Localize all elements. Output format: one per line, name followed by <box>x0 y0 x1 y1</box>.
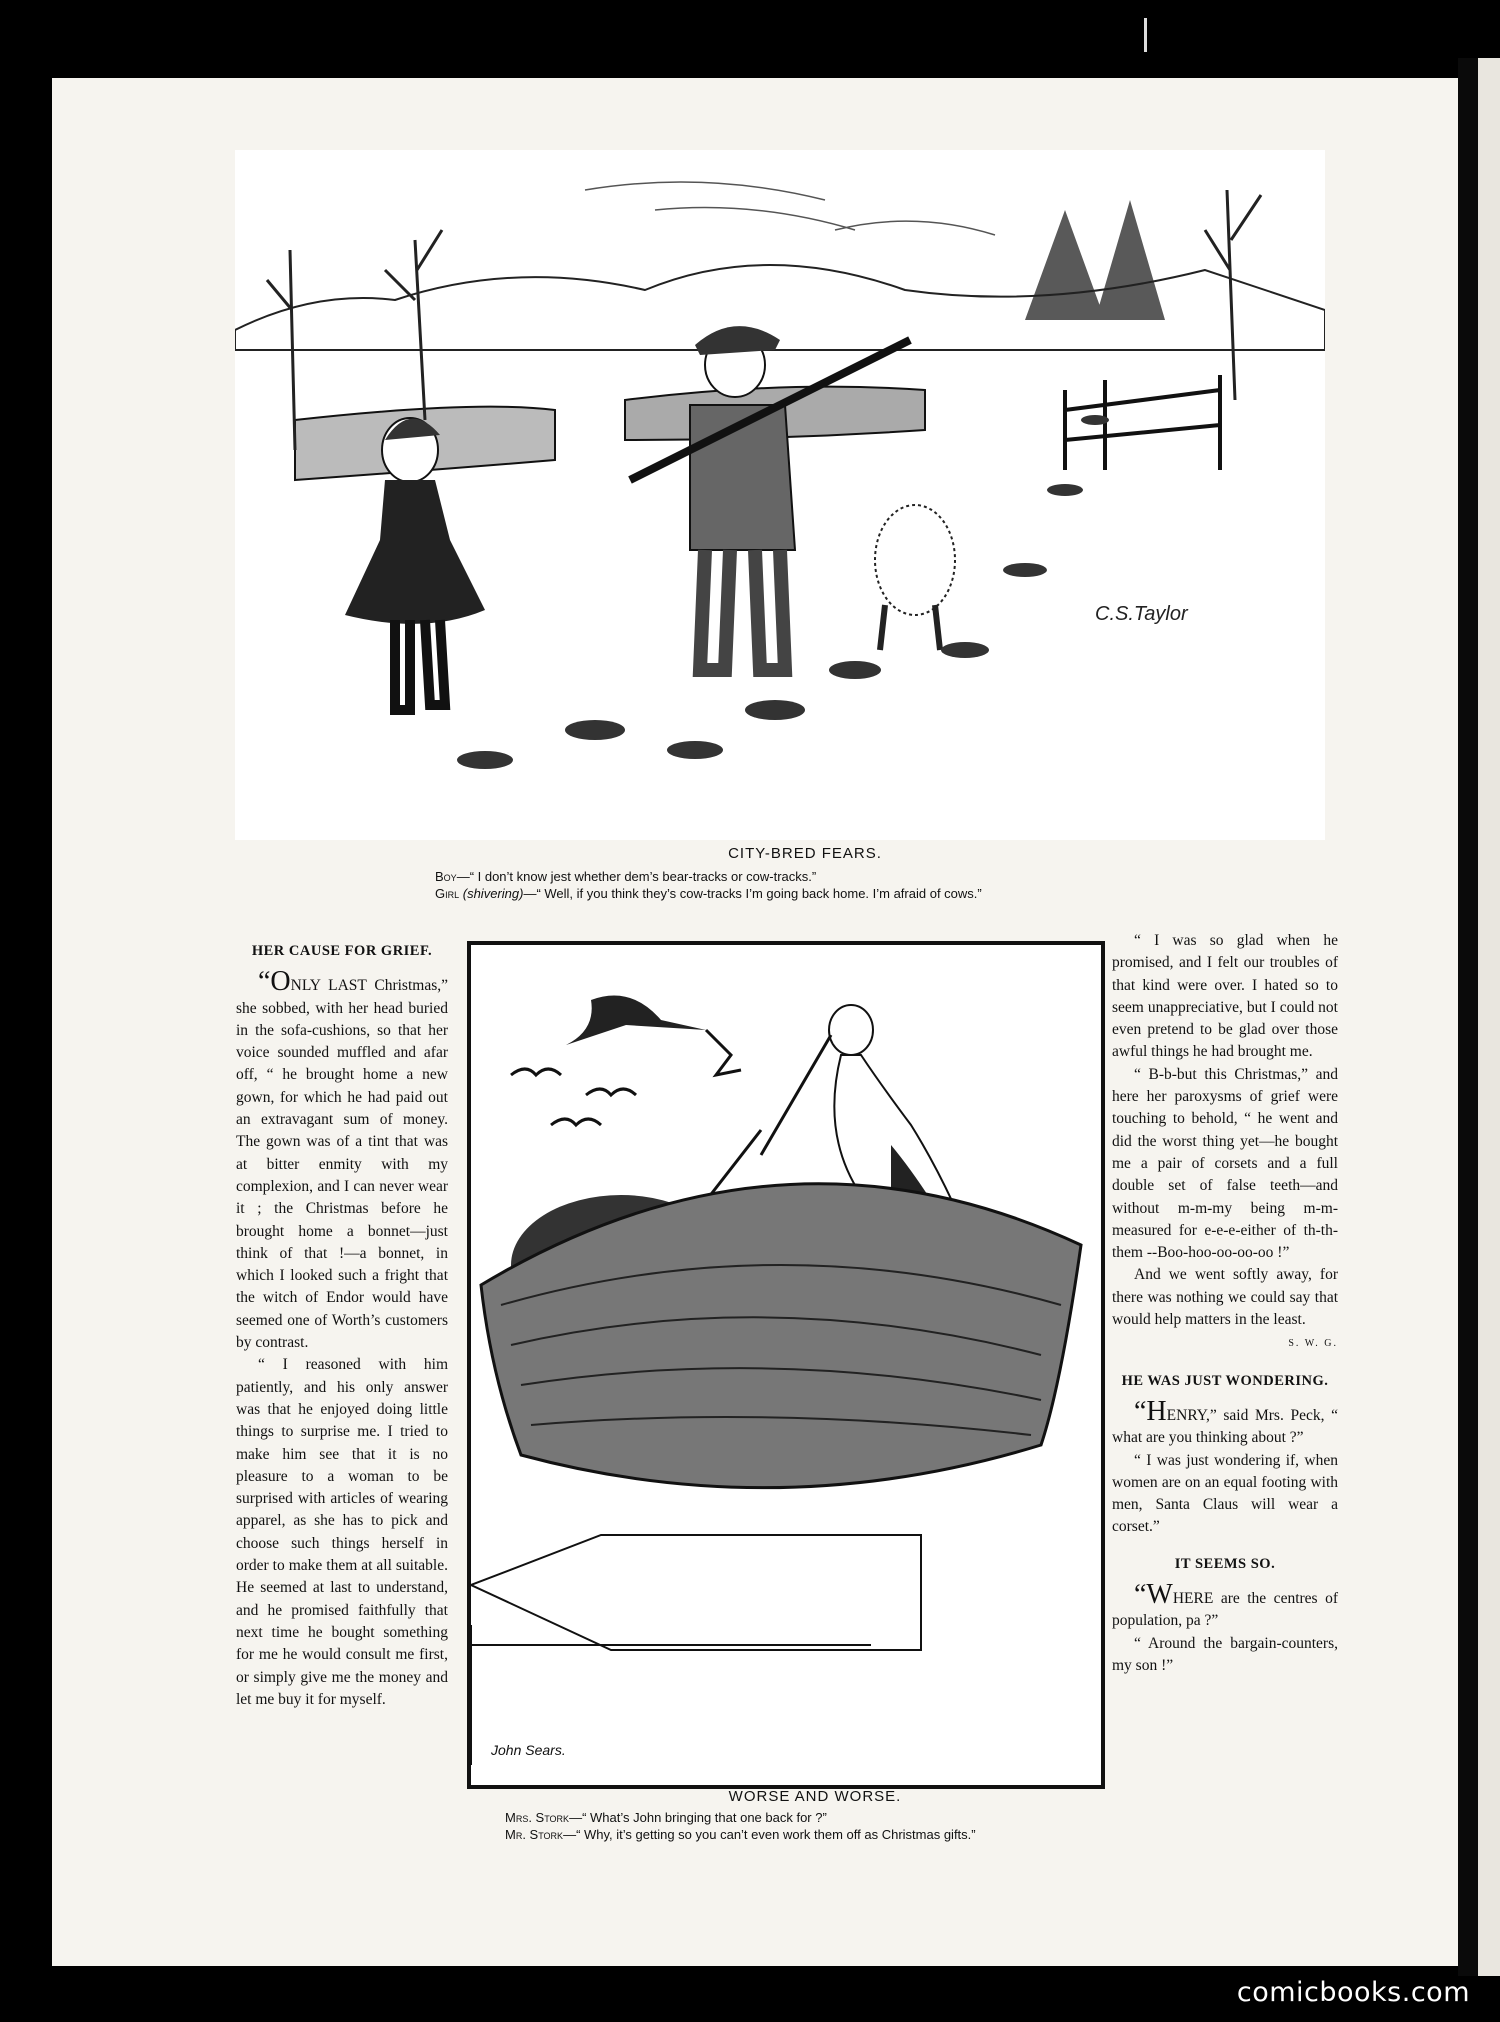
dialogue-line-boy <box>435 868 1175 885</box>
story-heading: HER CAUSE FOR GRIEF. <box>251 943 433 959</box>
story-paragraph <box>236 966 448 1354</box>
dialogue-text: —“ What’s John bringing that one back for ?” <box>569 1810 827 1825</box>
speaker-label: Mrs. Stork <box>505 1810 570 1825</box>
speaker-label: Boy <box>435 869 457 884</box>
story-heading: HE WAS JUST WONDERING. <box>1121 1372 1329 1389</box>
speaker-label: Mr. Stork <box>505 1827 564 1842</box>
paragraph-text: NLY LAST Christmas,” she sobbed, with her head buried in the sofa-cushions, so that her voice sounded muffled and afar off, “ he brought home a new gown, for which he had paid out an extravagant sum of money. The gown was of a tint that was at bitter enmity with my complexion, and I can never wear it ; the Christmas before he brought home a bonnet—just think of that !—a bonnet, in which I looked such a fright that the witch of Endor would have seemed one of Worth’s customers by contrast. <box>236 977 448 1352</box>
page-gutter <box>1458 58 1478 1976</box>
dialogue-line-mr-stork <box>505 1826 1125 1843</box>
stage-direction: (shivering) <box>462 886 524 901</box>
story-her-cause-for-grief <box>236 940 448 1711</box>
story-paragraph: “ Around the bargain-counters, my son !” <box>1112 1634 1338 1674</box>
artist-signature: C.S.Taylor <box>1095 603 1188 625</box>
story-paragraph: “ B-b-but this Christmas,” and here her paroxysms of grief were touching to behold, “ he went and did the worst thing yet—he bought me a pair of corsets and a full double set of false teeth—and without m-m-my being m-m-measured for e-e-e-either of th-th-them --Boo-hoo-oo-oo-oo !” <box>1112 1065 1338 1262</box>
drop-cap: “O <box>258 966 291 998</box>
cartoon-title: CITY-BRED FEARS. <box>728 845 882 862</box>
story-paragraph: “ I was so glad when he promised, and I felt our troubles of that kind were over. I hated so to seem unappreciative, but I could not even pretend to be glad over those awful things he had brought me. <box>1112 932 1338 1061</box>
story-paragraph: “ I was just wondering if, when women are on an equal footing with men, Santa Claus will wear a corset.” <box>1112 1451 1338 1536</box>
drop-cap: “W <box>1134 1579 1173 1611</box>
stork-nest-drawing <box>471 945 1101 1785</box>
next-page-edge <box>1478 58 1500 1976</box>
dialogue-line-girl <box>435 885 1175 902</box>
drop-cap: “H <box>1134 1395 1167 1427</box>
story-paragraph: And we went softly away, for there was nothing we could say that would help matters in the least. <box>1112 1266 1338 1329</box>
paragraph-text: ENRY,” said Mrs. Peck, “ what are you thinking about ?” <box>1112 1406 1338 1447</box>
dialogue-line-mrs-stork <box>505 1809 1125 1826</box>
dialogue-text: —“ Well, if you think they’s cow-tracks I’m going back home. I’m afraid of cows.” <box>523 886 982 901</box>
cartoon-title: WORSE AND WORSE. <box>728 1788 902 1805</box>
right-column <box>1112 930 1338 1677</box>
winter-scene-drawing <box>235 150 1325 840</box>
city-bred-fears-caption <box>435 845 1175 902</box>
story-paragraph: “ I reasoned with him patiently, and his only answer was that he enjoyed doing little things to surprise me. I tried to make him see that it is no pleasure to a woman to be surprised with articles of wearing apparel, as she has to pick and choose such things herself in order to make them at all suitable. He seemed at last to understand, and he promised faithfully that next time he bought something for me he would consult me first, or simply give me the money and let me buy it for myself. <box>236 1356 448 1708</box>
watermark: comicbooks.com <box>1236 1977 1470 2008</box>
city-bred-fears-illustration <box>235 150 1325 840</box>
story-heading: IT SEEMS SO. <box>1174 1555 1276 1572</box>
worse-and-worse-illustration <box>467 941 1105 1789</box>
story-paragraph <box>1112 1579 1338 1633</box>
artist-signature: John Sears. <box>491 1742 566 1758</box>
dialogue-text: —“ I don’t know jest whether dem’s bear-tracks or cow-tracks.” <box>456 869 817 884</box>
worse-and-worse-caption <box>505 1788 1125 1843</box>
story-paragraph <box>1112 1395 1338 1450</box>
scan-mark <box>1144 18 1147 52</box>
dialogue-text: —“ Why, it’s getting so you can’t even work them off as Christmas gifts.” <box>563 1827 976 1842</box>
author-initials: S. W. G. <box>1288 1338 1338 1350</box>
speaker-label: Girl <box>435 886 460 901</box>
paragraph-text: HERE are the centres of population, pa ?” <box>1112 1590 1338 1630</box>
